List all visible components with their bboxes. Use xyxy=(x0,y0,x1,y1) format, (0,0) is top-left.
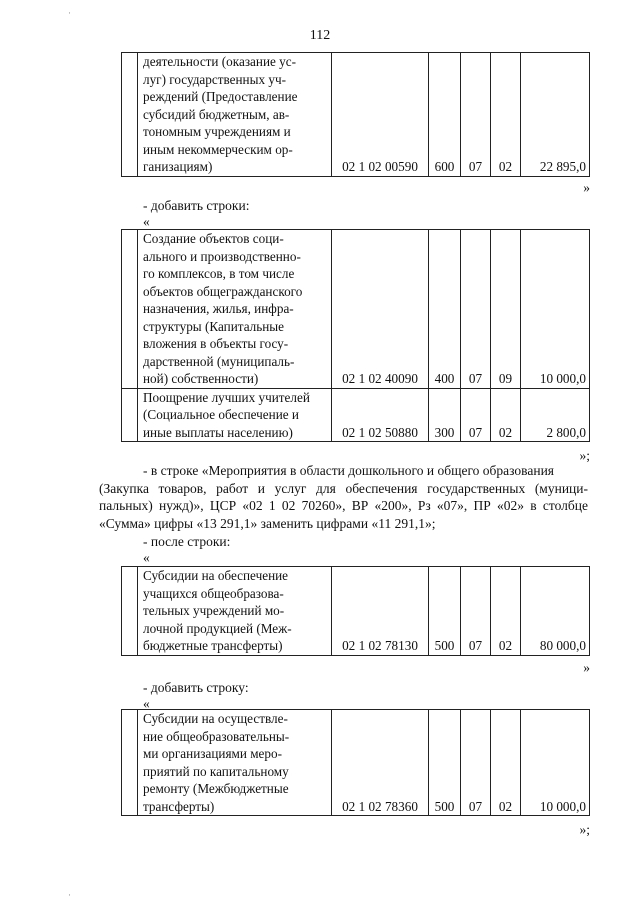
closing-quote: »; xyxy=(579,822,590,837)
vr-cell: 500 xyxy=(429,567,461,656)
vr-cell: 500 xyxy=(429,710,461,816)
opening-quote: « xyxy=(143,214,150,229)
pr-cell: 02 xyxy=(491,388,521,442)
page-number: 112 xyxy=(309,28,331,43)
desc-line: ние общеобразовательны- xyxy=(143,728,290,744)
table-row xyxy=(122,388,590,442)
amendment-paragraph xyxy=(99,462,588,532)
vr-cell: 300 xyxy=(429,388,461,442)
empty-cell xyxy=(122,567,138,656)
desc-line: Субсидии на обеспечение xyxy=(143,568,289,583)
pr-cell: 02 xyxy=(491,710,521,816)
desc-line: тономным учреждениям и xyxy=(143,124,291,139)
empty-cell xyxy=(122,710,138,816)
rz-cell: 07 xyxy=(461,230,491,389)
desc-line: иные выплаты населению) xyxy=(143,424,293,440)
desc-line: ремонту (Межбюджетные xyxy=(143,781,289,796)
budget-table-3 xyxy=(121,566,590,656)
pr-cell: 09 xyxy=(491,230,521,389)
scan-mark: · xyxy=(68,890,71,900)
budget-table-1 xyxy=(121,52,590,177)
add-row-label: - добавить строку: xyxy=(143,680,249,695)
rz-cell: 07 xyxy=(461,567,491,656)
closing-quote: » xyxy=(583,660,590,675)
row-description xyxy=(138,567,332,656)
desc-line: ального и производственно- xyxy=(143,248,301,264)
desc-line: трансферты) xyxy=(143,798,215,814)
sum-cell: 10 000,0 xyxy=(521,230,590,389)
budget-table-2 xyxy=(121,229,590,442)
desc-line: ной) собственности) xyxy=(143,371,259,386)
rz-cell: 07 xyxy=(461,388,491,442)
csr-cell: 02 1 02 78360 xyxy=(332,710,429,816)
csr-cell: 02 1 02 78130 xyxy=(332,567,429,656)
desc-line: (Социальное обеспечение и xyxy=(143,407,299,422)
vr-cell: 400 xyxy=(429,230,461,389)
paragraph-line-text: - в строке «Мероприятия в области дошкольного и общего образования xyxy=(143,463,554,478)
desc-line: реждений (Предоставление xyxy=(143,89,298,104)
closing-quote: » xyxy=(583,180,590,195)
desc-line: луг) государственных уч- xyxy=(143,71,286,87)
desc-line: ганизациям) xyxy=(143,159,213,174)
desc-line: субсидий бюджетным, ав- xyxy=(143,106,290,122)
table-row xyxy=(122,53,590,177)
desc-line: приятий по капитальному xyxy=(143,763,289,779)
rz-cell: 07 xyxy=(461,53,491,177)
desc-line: Поощрение лучших учителей xyxy=(143,389,310,405)
opening-quote: « xyxy=(143,696,150,711)
desc-line: дарственной (муниципаль- xyxy=(143,353,295,369)
empty-cell xyxy=(122,53,138,177)
row-description xyxy=(138,710,332,816)
table-row xyxy=(122,230,590,389)
sum-cell: 10 000,0 xyxy=(521,710,590,816)
desc-line: тельных учреждений мо- xyxy=(143,603,285,618)
sum-cell: 22 895,0 xyxy=(521,53,590,177)
desc-line: структуры (Капитальные xyxy=(143,318,285,334)
desc-line: го комплексов, в том числе xyxy=(143,266,295,281)
table-row xyxy=(122,710,590,816)
pr-cell: 02 xyxy=(491,53,521,177)
opening-quote: « xyxy=(143,550,150,565)
desc-line: учащихся общеобразова- xyxy=(143,585,284,601)
pr-cell: 02 xyxy=(491,567,521,656)
row-description xyxy=(138,388,332,442)
empty-cell xyxy=(122,388,138,442)
csr-cell: 02 1 02 50880 xyxy=(332,388,429,442)
scan-mark: · xyxy=(68,8,71,18)
add-rows-label: - добавить строки: xyxy=(143,198,250,213)
sum-cell: 80 000,0 xyxy=(521,567,590,656)
desc-line: вложения в объекты госу- xyxy=(143,336,289,351)
csr-cell: 02 1 02 00590 xyxy=(332,53,429,177)
desc-line: объектов общегражданского xyxy=(143,283,303,299)
after-row-label: - после строки: xyxy=(143,534,231,549)
desc-line: Создание объектов соци- xyxy=(143,231,284,246)
desc-line: ми организациями меро- xyxy=(143,746,282,761)
paragraph-line xyxy=(121,462,588,480)
empty-cell xyxy=(122,230,138,389)
csr-cell: 02 1 02 40090 xyxy=(332,230,429,389)
desc-line: Субсидии на осуществле- xyxy=(143,711,288,726)
closing-quote: »; xyxy=(579,448,590,463)
desc-line: лочной продукцией (Меж- xyxy=(143,620,292,636)
desc-line: иным некоммерческим ор- xyxy=(143,141,293,157)
vr-cell: 600 xyxy=(429,53,461,177)
paragraph-line: пальных) нужд)», ЦСР «02 1 02 70260», ВР «200», Рз «07», ПР «02» в столбце xyxy=(99,498,588,513)
budget-table-4 xyxy=(121,709,590,816)
row-description xyxy=(138,230,332,389)
rz-cell: 07 xyxy=(461,710,491,816)
desc-line: деятельности (оказание ус- xyxy=(143,54,297,69)
paragraph-line: (Закупка товаров, работ и услуг для обеспечения государственных (муници- xyxy=(99,480,588,496)
sum-cell: 2 800,0 xyxy=(521,388,590,442)
desc-line: назначения, жилья, инфра- xyxy=(143,301,294,316)
table-row xyxy=(122,567,590,656)
desc-line: бюджетные трансферты) xyxy=(143,638,283,653)
row-description xyxy=(138,53,332,177)
paragraph-line: «Сумма» цифры «13 291,1» заменить цифрами «11 291,1»; xyxy=(99,515,436,531)
